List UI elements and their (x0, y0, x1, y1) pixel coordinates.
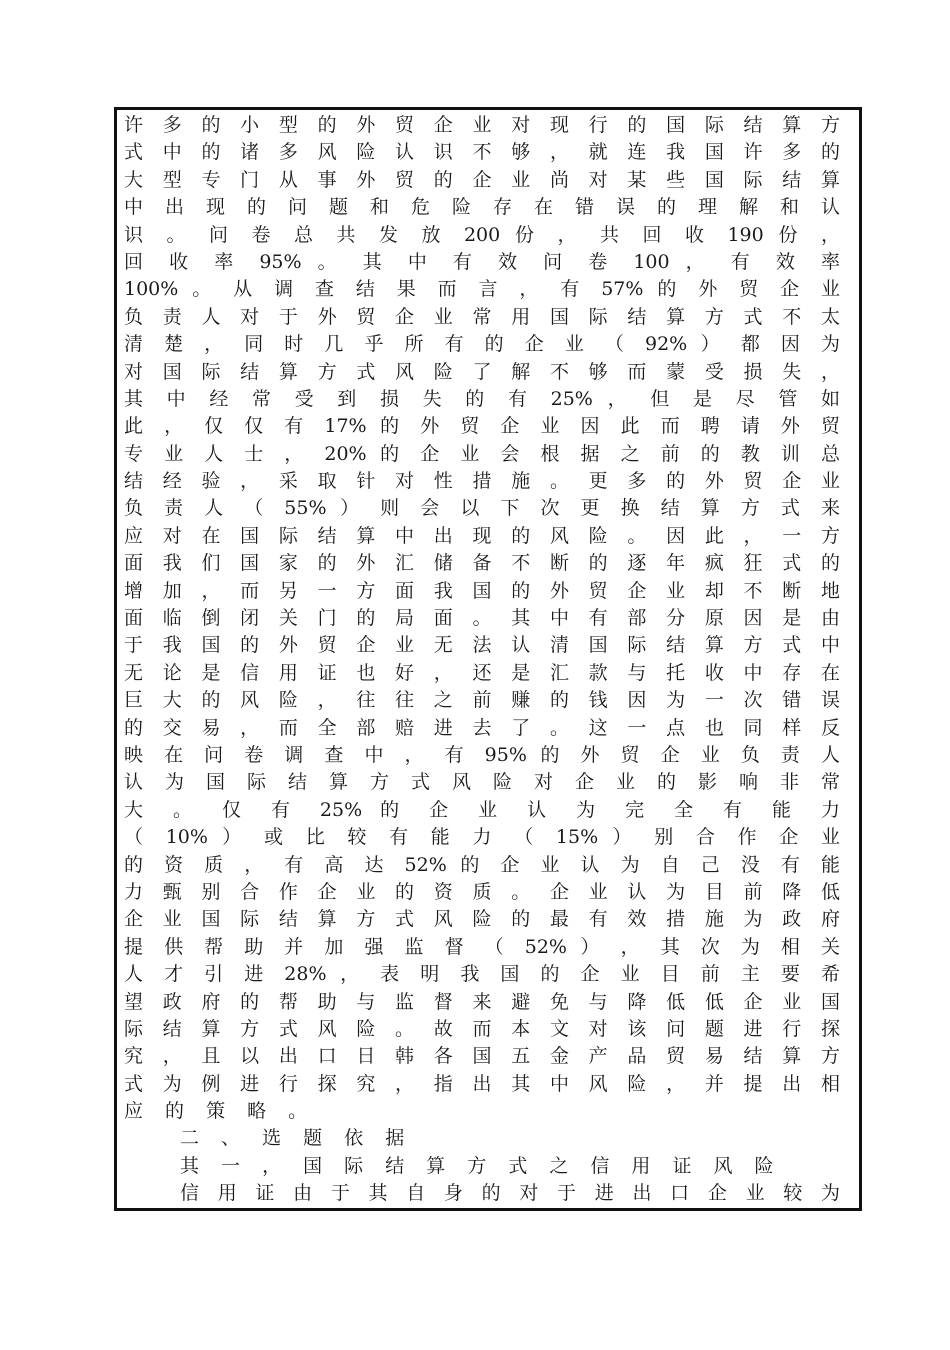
text-line: 中 出 现 的 问 题 和 危 险 存 在 错 误 的 理 解 和 认 (124, 196, 840, 219)
text-line: 巨 大 的 风 险 ， 往 往 之 前 赚 的 钱 因 为 一 次 错 误 (124, 689, 840, 712)
text-line: 面 我 们 国 家 的 外 汇 储 备 不 断 的 逐 年 疯 狂 式 的 (124, 552, 840, 575)
text-line: 力 甄 别 合 作 企 业 的 资 质 。 企 业 认 为 目 前 降 低 (124, 880, 840, 903)
text-line: （ 10% ） 或 比 较 有 能 力 （ 15% ） 别 合 作 企 业 (124, 826, 840, 849)
text-line: 识 。 问 卷 总 共 发 放 200 份 ， 共 回 收 190 份 ， (124, 223, 840, 246)
section-heading: 二 、 选 题 依 据 (180, 1127, 413, 1150)
text-line: 增 加 ， 而 另 一 方 面 我 国 的 外 贸 企 业 却 不 断 地 (124, 579, 840, 602)
text-line: 应 对 在 国 际 结 算 中 出 现 的 风 险 。 因 此 ， 一 方 (124, 524, 840, 547)
text-line: 映 在 问 卷 调 查 中 ， 有 95% 的 外 贸 企 业 负 责 人 (124, 743, 840, 766)
text-line: 提 供 帮 助 并 加 强 监 督 （ 52% ） ， 其 次 为 相 关 (124, 935, 840, 958)
text-line: 此 ， 仅 仅 有 17% 的 外 贸 企 业 因 此 而 聘 请 外 贸 (124, 415, 840, 438)
text-line: 究 ， 且 以 出 口 日 韩 各 国 五 金 产 品 贸 易 结 算 方 (124, 1045, 840, 1068)
text-line: 100% 。 从 调 查 结 果 而 言 ， 有 57% 的 外 贸 企 业 (124, 278, 840, 301)
text-line: 大 型 专 门 从 事 外 贸 的 企 业 尚 对 某 些 国 际 结 算 (124, 168, 840, 191)
paragraph-first-line: 信 用 证 由 于 其 自 身 的 对 于 进 出 口 企 业 较 为 (180, 1182, 840, 1205)
text-line: 结 经 验 ， 采 取 针 对 性 措 施 。 更 多 的 外 贸 企 业 (124, 470, 840, 493)
subsection-heading: 其 一 ， 国 际 结 算 方 式 之 信 用 证 风 险 (180, 1154, 782, 1177)
text-line: 许 多 的 小 型 的 外 贸 企 业 对 现 行 的 国 际 结 算 方 (124, 114, 840, 136)
text-line: 望 政 府 的 帮 助 与 监 督 来 避 免 与 降 低 低 企 业 国 (124, 990, 840, 1013)
text-line: 认 为 国 际 结 算 方 式 风 险 对 企 业 的 影 响 非 常 (124, 771, 840, 794)
text-line: 于 我 国 的 外 贸 企 业 无 法 认 清 国 际 结 算 方 式 中 (124, 634, 840, 657)
text-line: 的 资 质 ， 有 高 达 52% 的 企 业 认 为 自 己 没 有 能 (124, 853, 840, 876)
text-line: 对 国 际 结 算 方 式 风 险 了 解 不 够 而 蒙 受 损 失 ， (124, 360, 840, 383)
text-line: 负 责 人 对 于 外 贸 企 业 常 用 国 际 结 算 方 式 不 太 (124, 305, 840, 328)
text-line: 式 中 的 诸 多 风 险 认 识 不 够 ， 就 连 我 国 许 多 的 (124, 141, 840, 164)
text-line: 专 业 人 士 ， 20% 的 企 业 会 根 据 之 前 的 教 训 总 (124, 442, 840, 465)
text-line: 其 中 经 常 受 到 损 失 的 有 25% ， 但 是 尽 管 如 (124, 387, 840, 410)
text-line: 无 论 是 信 用 证 也 好 ， 还 是 汇 款 与 托 收 中 存 在 (124, 661, 840, 684)
text-line: 大 。 仅 有 25% 的 企 业 认 为 完 全 有 能 力 (124, 798, 840, 821)
document-body (124, 112, 840, 1208)
text-line: 际 结 算 方 式 风 险 。 故 而 本 文 对 该 问 题 进 行 探 (124, 1017, 840, 1040)
paragraph-closing-line: 应 的 策 略 。 (124, 1100, 316, 1123)
text-line: 的 交 易 ， 而 全 部 赔 进 去 了 。 这 一 点 也 同 样 反 (124, 716, 840, 739)
text-line: 面 临 倒 闭 关 门 的 局 面 。 其 中 有 部 分 原 因 是 由 (124, 607, 840, 630)
text-line: 式 为 例 进 行 探 究 ， 指 出 其 中 风 险 ， 并 提 出 相 (124, 1072, 840, 1095)
text-line: 负 责 人 （ 55% ） 则 会 以 下 次 更 换 结 算 方 式 来 (124, 497, 840, 520)
text-line: 人 才 引 进 28% ， 表 明 我 国 的 企 业 目 前 主 要 希 (124, 963, 840, 986)
text-line: 回 收 率 95% 。 其 中 有 效 问 卷 100 ， 有 效 率 (124, 250, 840, 273)
text-line: 清 楚 ， 同 时 几 乎 所 有 的 企 业 （ 92% ） 都 因 为 (124, 333, 840, 356)
text-line: 企 业 国 际 结 算 方 式 风 险 的 最 有 效 措 施 为 政 府 (124, 908, 840, 931)
